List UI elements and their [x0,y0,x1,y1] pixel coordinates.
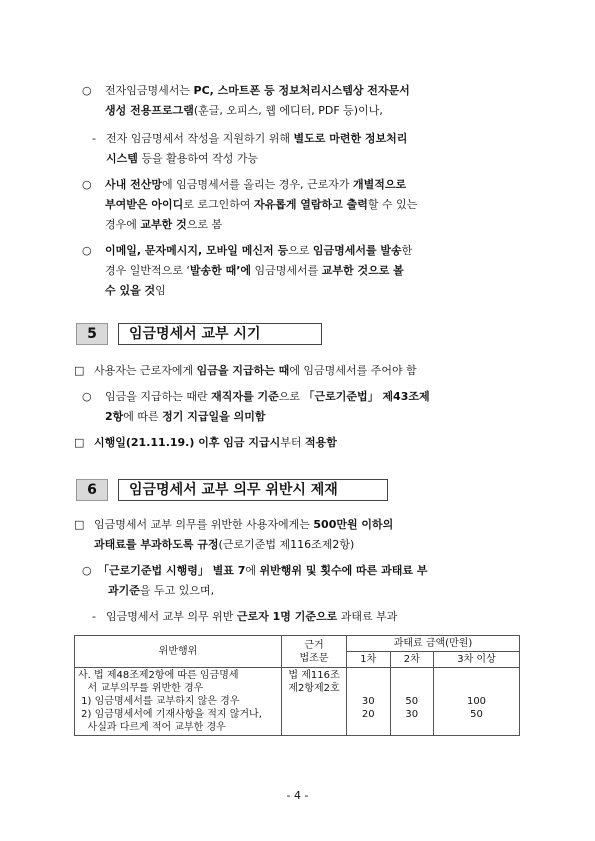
paragraph-line [105,197,417,213]
paragraph-line [105,83,410,99]
bold-text: 이메일, 문자메시지, 모바일 메신저 등 [105,244,289,257]
text: 임금을 지급하는 때란 [105,390,212,403]
paragraph-line [94,363,417,379]
bold-text: 과태료를 부과하도록 규정 [94,538,219,551]
cell-third: 100 50 [434,668,520,736]
bold-text: 500만원 이하의 [313,518,394,531]
bold-text: 임금을 지급하는 때 [196,364,290,377]
text: 경우에 [105,218,141,231]
text: 한 [401,244,413,257]
page-number: - 4 - [286,789,309,802]
text: 에 임금명세서를 주어야 함 [289,364,417,377]
dash-bullet: - [92,132,96,145]
paragraph-line [105,263,404,279]
paragraph-line [106,131,407,147]
text: 경우 일반적으로 ‘ [105,264,190,277]
paragraph-line [94,517,393,533]
paragraph-line [105,409,265,425]
bold-text: 자유롭게 열람하고 출력 [253,198,368,211]
table-header-row [75,636,520,652]
text: (근로기준법 제116조제2항) [218,538,355,551]
text: 으로 봄 [186,218,223,231]
text: 사용자는 근로자에게 [94,364,197,377]
paragraph-line [94,435,337,451]
circle-bullet: ○ [82,84,92,97]
bold-text: 과기준 [108,584,140,597]
text: 임금명세서 교부 의무 위반 [106,610,237,623]
circle-bullet: ○ [82,390,92,403]
bold-text: 시스템 [106,152,138,165]
square-bullet: □ [74,436,85,449]
bold-text: 부여받은 아이디 [105,198,184,211]
bold-text: 교부한 것 [140,218,187,231]
section-title: 임금명세서 교부 의무 위반시 제재 [118,479,388,501]
cell-violation: 사. 법 제48조제2항에 따른 임금명세 서 교부의무를 위반한 경우 1) 임금명세서를 교부하지 않은 경우 2) 임금명세서에 기재사항을 적지 않거나, 사실과 다르게 적어 교부한 경우 [75,668,282,736]
paragraph-line [98,563,427,579]
bold-text: 시행일(21.11.19.) 이후 임금 지급시 [94,436,281,449]
text: 에 [245,564,260,577]
text: 으로 [288,244,313,257]
bold-text: 별도로 마련한 정보처리 [293,132,408,145]
dash-bullet: - [92,610,96,623]
text: 로 로그인하여 [183,198,254,211]
bold-text: 교부한 것으로 볼 [321,264,404,277]
bold-text: 생성 전용프로그램 [105,104,194,117]
circle-bullet: ○ [82,564,92,577]
bold-text: 적용함 [305,436,337,449]
square-bullet: □ [74,518,85,531]
bold-text: 재직자를 기준 [211,390,279,403]
header-basis: 근거 법조문 [282,636,347,668]
table-row [75,668,520,736]
section-number: 6 [76,479,108,501]
header-third: 3차 이상 [434,652,520,668]
bold-text: 발송한 때’에 [189,264,252,277]
circle-bullet: ○ [82,178,92,191]
bold-text: 2항 [105,410,124,423]
bold-text: 개별적으로 [352,178,407,191]
paragraph-line [108,583,214,599]
paragraph-line [94,537,354,553]
bold-text: 「근로기준법 시행령」 별표 7 [98,564,246,577]
cell-basis: 법 제116조 제2항제2호 [282,668,347,736]
section-title: 임금명세서 교부 시기 [118,323,322,345]
paragraph-line [105,389,430,405]
text: 에 임금명세서를 올리는 경우, 근로자가 [161,178,353,191]
text: 전자임금명세서는 [105,84,194,97]
text: 할 수 있는 [367,198,418,211]
section-number: 5 [76,323,108,345]
text: 에 따른 [123,410,163,423]
paragraph-line [106,609,397,625]
text: 과태료 부과 [337,610,398,623]
paragraph-line [106,151,258,167]
cell-second: 50 30 [390,668,434,736]
paragraph-line [105,243,412,259]
text: 부터 [280,436,306,449]
text: 등을 활용하여 작성 가능 [137,152,259,165]
penalty-table [74,635,520,736]
paragraph-line [105,283,166,299]
bold-text: PC, 스마트폰 등 정보처리시스템상 전자문서 [193,84,410,97]
text: 으로 [278,390,304,403]
text: 임 [155,284,166,297]
text: 을 두고 있으며, [139,584,215,597]
paragraph-line [105,103,383,119]
header-first: 1차 [347,652,391,668]
bold-text: 수 있을 것 [105,284,156,297]
paragraph-line [105,177,406,193]
text: 임금명세서 교부 의무를 위반한 사용자에게는 [94,518,314,531]
bold-text: 「근로기준법」 제43조제 [303,390,430,403]
bold-text: 사내 전산망 [105,178,162,191]
header-second: 2차 [390,652,434,668]
header-amount: 과태료 금액(만원) [347,636,520,652]
circle-bullet: ○ [82,244,92,257]
square-bullet: □ [74,364,85,377]
text: 전자 임금명세서 작성을 지원하기 위해 [106,132,294,145]
bold-text: 임금명세서를 발송 [312,244,402,257]
text: 임금명세서를 [251,264,322,277]
paragraph-line [105,217,222,233]
bold-text: 정기 지급일을 의미함 [162,410,266,423]
bold-text: 위반행위 및 횟수에 따른 과태료 부 [259,564,428,577]
header-violation: 위반행위 [75,636,282,668]
bold-text: 근로자 1명 기준으로 [236,610,338,623]
text: (훈글, 오피스, 웹 에디터, PDF 등)이나, [193,104,383,117]
cell-first: 30 20 [347,668,391,736]
